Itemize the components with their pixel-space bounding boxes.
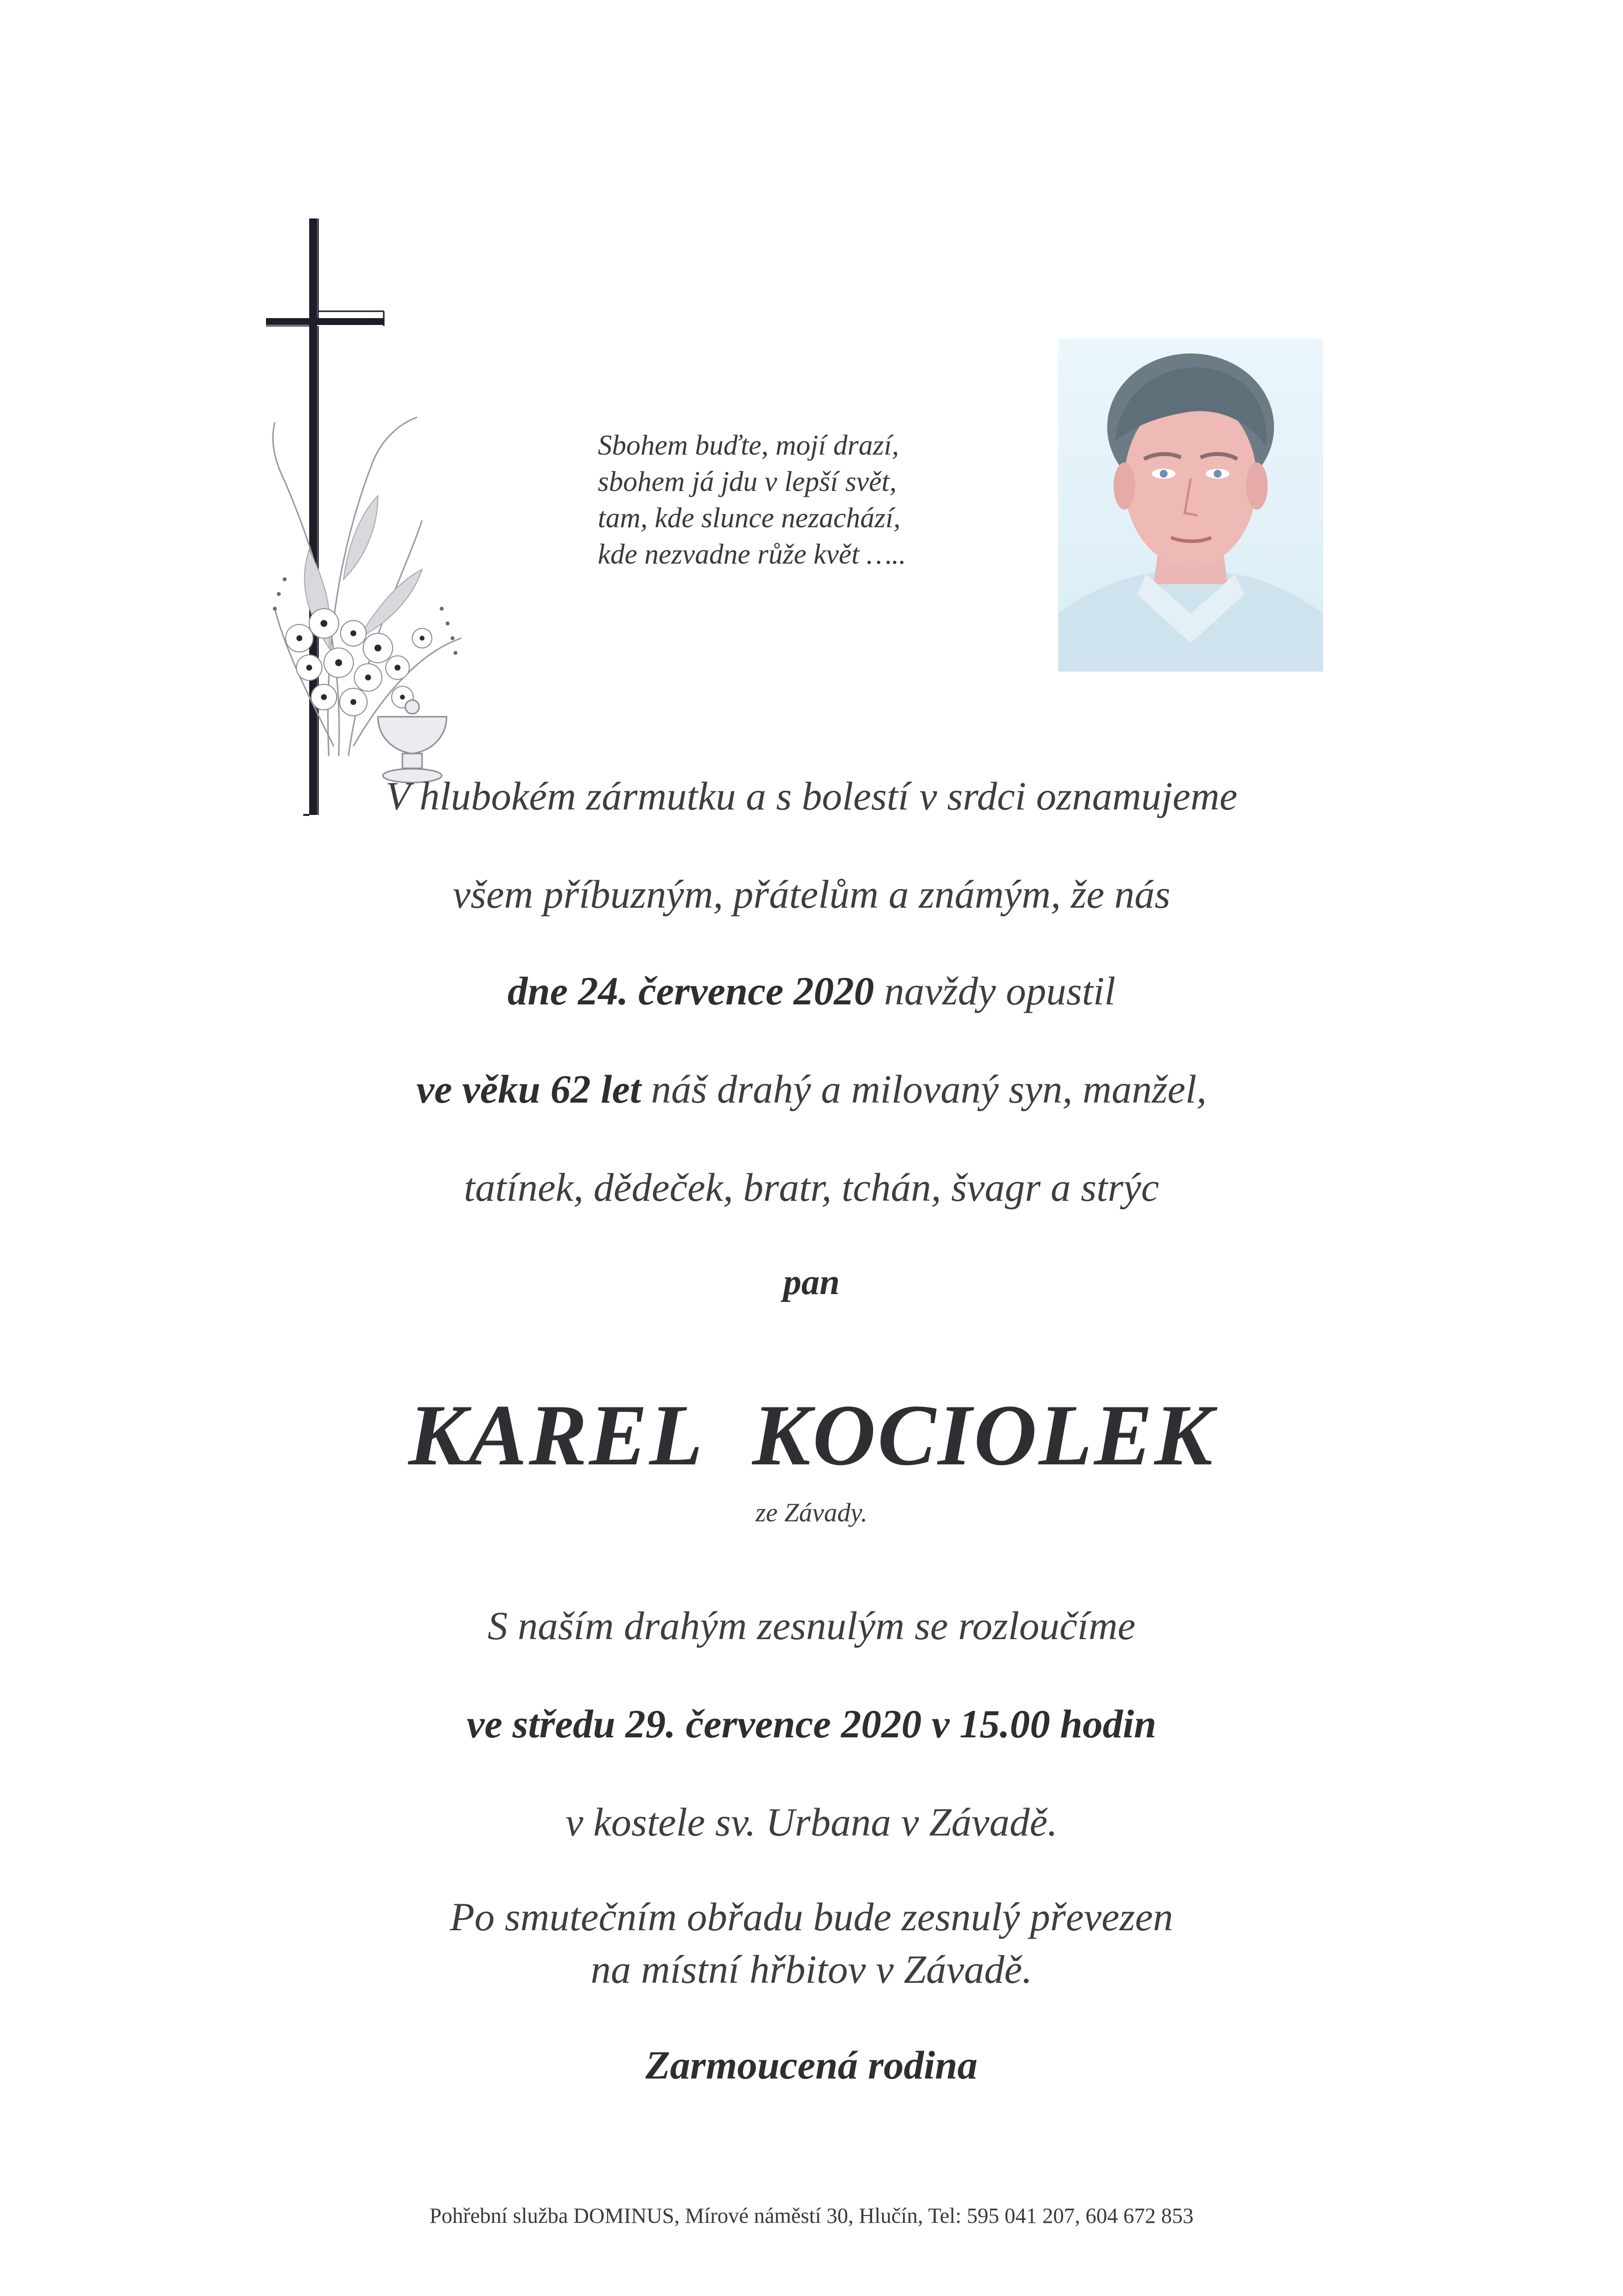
portrait-image xyxy=(1058,339,1323,672)
cross-with-flowers-icon xyxy=(255,206,510,825)
deceased-last-name: KOCIOLEK xyxy=(752,1386,1215,1484)
announcement-line-3-rest: navždy opustil xyxy=(874,969,1116,1013)
deceased-origin: ze Závady. xyxy=(755,1498,868,1527)
ceremony-line-4: Po smutečním obřadu bude zesnulý převezen xyxy=(450,1894,1173,1939)
deceased-first-name: KAREL xyxy=(408,1386,705,1484)
announcement-line-3 xyxy=(0,968,1623,1014)
honorific-title: pan xyxy=(783,1262,840,1302)
farewell-poem xyxy=(598,427,1039,572)
announcement-line-2: všem příbuzným, přátelům a známým, že nás xyxy=(452,872,1171,917)
death-date: dne 24. července 2020 xyxy=(507,969,874,1013)
announcement-line-1: V hlubokém zármutku a s bolestí v srdci oznamujeme xyxy=(385,774,1238,818)
family-signature: Zarmoucená rodina xyxy=(645,2043,978,2087)
poem-line: kde nezvadne růže květ ….. xyxy=(598,538,906,570)
portrait-photo xyxy=(1058,339,1323,672)
funeral-service-footer: Pohřební služba DOMINUS, Mírové náměstí 30, Hlučín, Tel: 595 041 207, 604 672 853 xyxy=(429,2204,1194,2228)
ceremony-line-5: na místní hřbitov v Závadě. xyxy=(590,1947,1033,1992)
announcement-line-4 xyxy=(0,1066,1623,1112)
announcement-line-5: tatínek, dědeček, bratr, tchán, švagr a strýc xyxy=(464,1165,1159,1210)
poem-line: sbohem já jdu v lepší svět, xyxy=(598,465,897,497)
age-at-death: ve věku 62 let xyxy=(416,1067,641,1111)
ceremony-date-time: ve středu 29. července 2020 v 15.00 hodin xyxy=(466,1702,1157,1746)
ceremony-line-1: S naším drahým zesnulým se rozloučíme xyxy=(487,1603,1136,1648)
deceased-name xyxy=(0,1384,1623,1486)
announcement-line-4-rest: náš drahý a milovaný syn, manžel, xyxy=(641,1067,1207,1111)
poem-line: Sbohem buďte, mojí drazí, xyxy=(598,429,899,461)
ceremony-place: v kostele sv. Urbana v Závadě. xyxy=(565,1800,1058,1844)
poem-line: tam, kde slunce nezachází, xyxy=(598,502,901,534)
